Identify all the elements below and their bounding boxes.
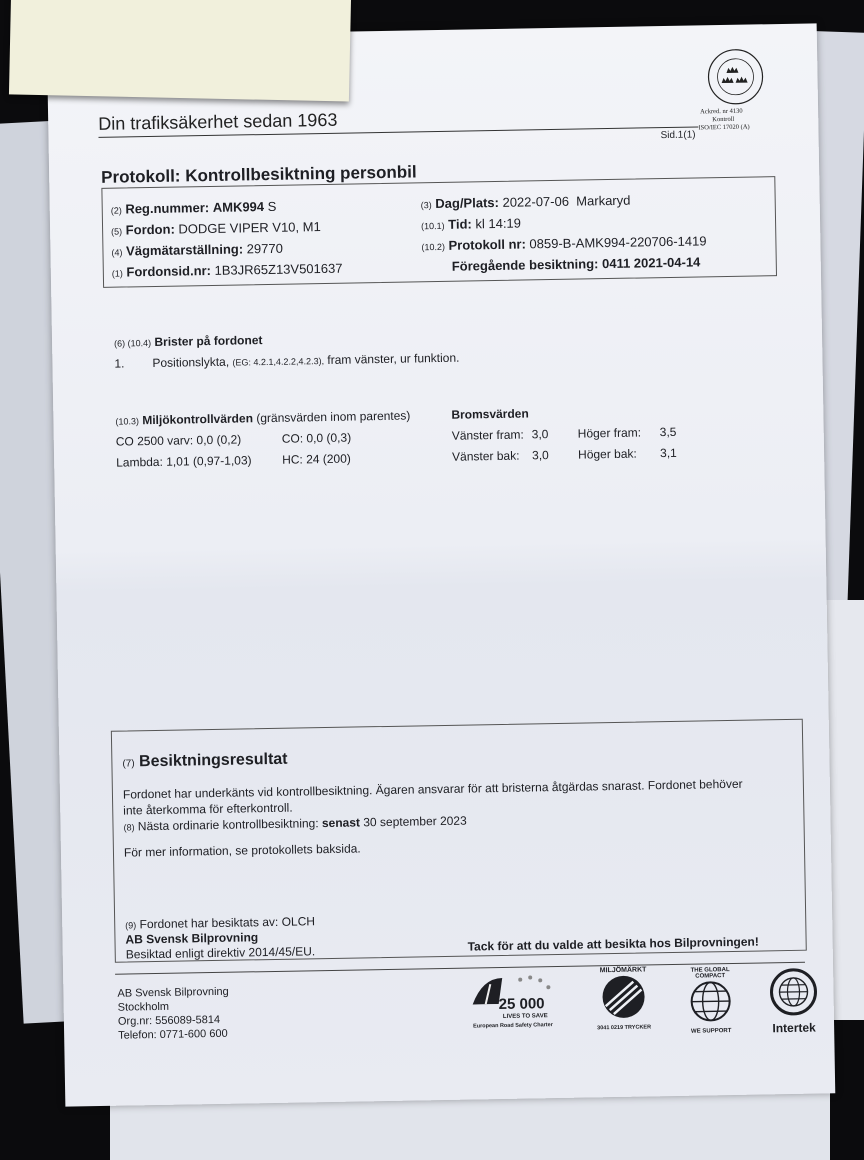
footer-org-number: Org.nr: 556089-5814 [117,1013,221,1028]
emissions-note: (gränsvärden inom parentes) [256,408,411,426]
defect-index: 1. [114,356,125,371]
accreditation-number: Ackred. nr 4130 [700,107,743,116]
field-number: (10.3) [115,416,140,427]
field-number: (4) [111,247,123,258]
directive-line: Besiktad enligt direktiv 2014/45/EU. [125,944,316,962]
date-place-label: Dag/Plats: [435,194,500,212]
lambda-value: Lambda: 1,01 (0,97-1,03) [116,453,252,470]
hc-value: HC: 24 (200) [282,451,351,467]
defects-title: Brister på fordonet [154,333,263,349]
protocol-row [421,233,706,253]
brakes-heading [451,406,529,421]
result-text-line1: Fordonet har underkänts vid kontrollbesiktning. Ägaren ansvarar för att bristerna åtgärdas snarast. Fordonet behöver [122,776,743,802]
reg-value: AMK994 [212,199,265,215]
time-label: Tid: [448,216,472,232]
field-number: (10.1) [420,220,445,232]
document-title: Protokoll: Kontrollbesiktning personbil [101,162,417,187]
brake-front-right-value: 3,5 [659,424,677,440]
defect-detail: fram vänster, ur funktion. [327,350,460,367]
road-safety-charter: European Road Safety Charter [473,1022,553,1030]
protocol-label: Protokoll nr: [448,236,526,253]
global-compact-logo [678,967,743,1038]
field-number: (7) [122,758,135,770]
odometer-value: 29770 [246,240,284,257]
brake-front-right-label: Höger fram: [577,425,642,441]
intertek-label: Intertek [772,1020,816,1036]
brake-rear-right-value: 3,1 [659,445,677,461]
defect-reference: (EG: 4.2.1,4.2.2,4.2.3), [232,356,325,368]
vin-row [112,261,343,280]
inspector-line [125,914,315,931]
result-text-line2: inte återkomma för efterkontroll. [123,800,293,818]
emissions-heading [115,409,410,428]
field-number: (6) (10.4) [114,338,152,349]
swedac-seal-icon [697,44,775,133]
footer-phone: Telefon: 0771-600 600 [118,1027,228,1042]
ecolabel-top: MILJÖMÄRKT [599,966,647,975]
previous-inspection-row [452,254,701,273]
brake-front-left-value: 3,0 [531,427,549,442]
next-inspection-deadline: senast [321,815,361,831]
ecolabel-logo [593,966,654,1039]
intertek-globe-icon [763,967,824,1016]
date-place-row [421,193,631,212]
swan-ecolabel-icon [593,973,654,1020]
sticky-note [9,0,351,102]
result-heading [122,751,287,772]
vin-value: 1B3JR65Z13V501637 [214,260,343,278]
inspection-protocol-sheet [47,23,836,1106]
ecolabel-bottom: 3041 0219 TRYCKER [597,1024,652,1032]
brakes-title: Bromsvärden [451,406,529,422]
brake-rear-left-value: 3,0 [531,448,549,463]
co-2500-value: CO 2500 varv: 0,0 (0,2) [115,432,242,449]
globe-icon [678,979,743,1024]
field-number: (1) [111,268,123,279]
vehicle-value: DODGE VIPER V10, M1 [178,219,321,237]
reg-suffix: S [267,198,277,214]
page-indicator: Sid.1(1) [660,129,696,142]
accreditation-type: Kontroll [712,115,735,124]
defects-heading [114,333,263,350]
odometer-row [111,241,283,259]
inspection-result-box [111,719,807,963]
accreditation-standard: ISO/IEC 17020 (A) [698,123,750,132]
footer-company: AB Svensk Bilprovning [117,985,229,1000]
time-row [421,216,521,233]
road-safety-number: 25 000 [498,995,545,1014]
result-company: AB Svensk Bilprovning [125,930,259,947]
thank-you-message: Tack för att du valde att besikta hos Bilprovningen! [467,934,759,954]
vehicle-info-box [101,176,777,288]
brake-rear-right-label: Höger bak: [577,446,637,462]
inspector-label: Fordonet har besiktats av: OLCH [139,914,316,932]
emissions-title: Miljökontrollvärden [142,411,254,428]
field-number: (2) [110,205,122,216]
protocol-value: 0859-B-AMK994-220706-1419 [529,233,707,252]
co-value: CO: 0,0 (0,3) [281,430,352,446]
field-number: (9) [125,920,137,931]
odometer-label: Vägmätarställning: [125,241,244,259]
intertek-logo [763,967,824,1038]
road-safety-charter-logo [468,973,569,1041]
previous-label: Föregående besiktning: [451,256,599,274]
field-number: (10.2) [421,241,446,253]
road-safety-lives: LIVES TO SAVE [502,1013,548,1020]
next-inspection-label: Nästa ordinarie kontrollbesiktning: [137,816,319,834]
more-info: För mer information, se protokollets baksida. [123,841,361,860]
field-number: (5) [111,226,123,237]
global-compact-top: THE GLOBAL COMPACT [690,967,730,980]
field-number: (3) [420,200,432,211]
previous-value: 0411 2021-04-14 [601,254,701,272]
footer-city: Stockholm [117,1000,170,1014]
defect-text: Positionslykta, [152,354,230,371]
result-title: Besiktningsresultat [138,750,288,771]
next-inspection-date: 30 september 2023 [363,813,467,830]
reg-number-row [111,199,277,217]
brake-front-left-label: Vänster fram: [451,427,524,443]
field-number: (8) [123,822,135,833]
time-value: kl 14:19 [475,215,522,232]
brake-rear-left-label: Vänster bak: [451,448,520,464]
inspection-place: Markaryd [576,192,631,209]
global-compact-bottom: WE SUPPORT [690,1028,732,1035]
vin-label: Fordonsid.nr: [126,262,212,280]
defect-item [152,351,459,370]
vehicle-model-row [111,219,321,238]
reg-label: Reg.nummer: [125,199,210,217]
vehicle-label: Fordon: [125,221,175,238]
tagline: Din trafiksäkerhet sedan 1963 [98,109,338,134]
inspection-date: 2022-07-06 [502,193,570,210]
